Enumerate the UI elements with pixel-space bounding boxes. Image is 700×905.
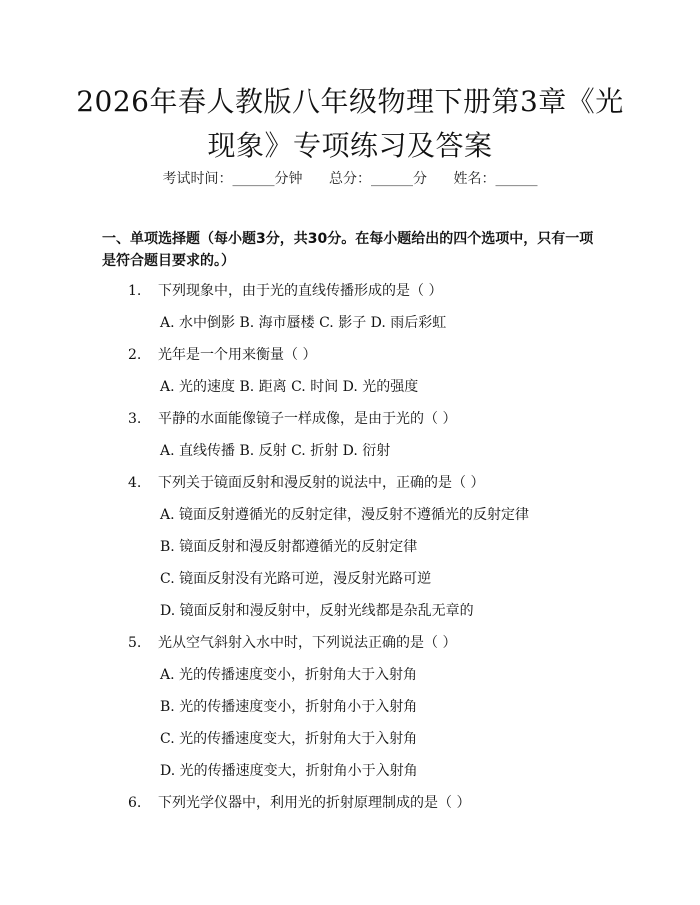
question-number: 2. xyxy=(128,347,142,363)
exam-time: 考试时间：______分钟 xyxy=(162,171,303,187)
question-text: 光年是一个用来衡量（ ） xyxy=(158,347,317,363)
option-b: B. 镜面反射和漫反射都遵循光的反射定律 xyxy=(160,539,418,555)
exam-total-score: 总分：______分 xyxy=(329,171,427,187)
student-name: 姓名：______ xyxy=(453,171,538,187)
section-heading-line-1: 一、单项选择题（每小题3分，共30分。在每小题给出的四个选项中，只有一项 xyxy=(102,231,594,247)
section-heading xyxy=(102,228,602,272)
question-options: A. 光的速度 B. 距离 C. 时间 D. 光的强度 xyxy=(160,379,419,395)
question-number: 5. xyxy=(128,635,142,651)
question-number: 3. xyxy=(128,411,142,427)
question-options: A. 水中倒影 B. 海市蜃楼 C. 影子 D. 雨后彩虹 xyxy=(160,315,447,331)
question-number: 4. xyxy=(128,475,142,491)
question-options: A. 直线传播 B. 反射 C. 折射 D. 衍射 xyxy=(160,443,391,459)
question xyxy=(128,282,442,300)
section-heading-line-2: 是符合题目要求的。） xyxy=(102,253,235,269)
question-text: 下列光学仪器中，利用光的折射原理制成的是（ ） xyxy=(158,795,471,811)
title-line-2: 现象》专项练习及答案 xyxy=(207,129,493,162)
question xyxy=(128,474,484,492)
exam-meta xyxy=(0,168,700,188)
option-c: C. 镜面反射没有光路可逆，漫反射光路可逆 xyxy=(160,571,432,587)
page-title xyxy=(60,80,640,168)
option-b: B. 光的传播速度变小，折射角小于入射角 xyxy=(160,699,418,715)
question-text: 下列现象中，由于光的直线传播形成的是（ ） xyxy=(158,283,443,299)
option-a: A. 镜面反射遵循光的反射定律，漫反射不遵循光的反射定律 xyxy=(160,507,530,523)
question-text: 下列关于镜面反射和漫反射的说法中，正确的是（ ） xyxy=(158,475,485,491)
option-d: D. 镜面反射和漫反射中，反射光线都是杂乱无章的 xyxy=(160,603,474,619)
question xyxy=(128,794,470,812)
option-d: D. 光的传播速度变大，折射角小于入射角 xyxy=(160,763,418,779)
question xyxy=(128,634,456,652)
option-c: C. 光的传播速度变大，折射角大于入射角 xyxy=(160,731,418,747)
question-number: 1. xyxy=(128,283,142,299)
question-number: 6. xyxy=(128,795,142,811)
title-line-1: 2026年春人教版八年级物理下册第3章《光 xyxy=(76,85,624,118)
question-text: 平静的水面能像镜子一样成像，是由于光的（ ） xyxy=(158,411,457,427)
question-text: 光从空气斜射入水中时，下列说法正确的是（ ） xyxy=(158,635,457,651)
question xyxy=(128,346,316,364)
option-a: A. 光的传播速度变小，折射角大于入射角 xyxy=(160,667,418,683)
question xyxy=(128,410,456,428)
